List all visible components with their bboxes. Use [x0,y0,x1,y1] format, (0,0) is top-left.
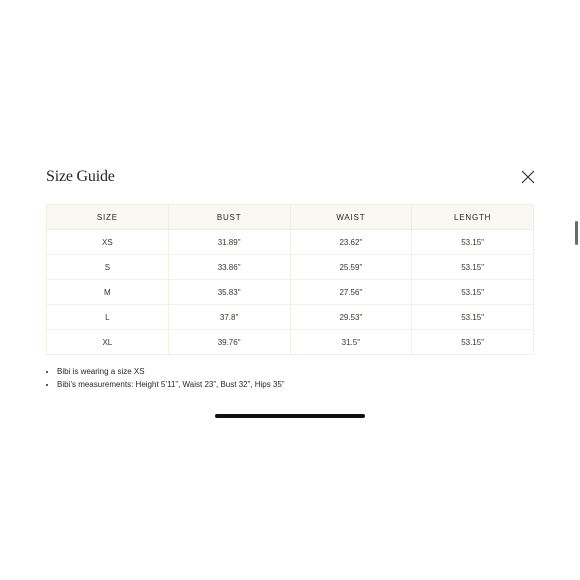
table-row [47,255,534,280]
table-cell: 29.53" [290,305,412,330]
table-cell: 31.89" [168,230,290,255]
close-button[interactable] [521,170,535,184]
table-cell: M [47,280,169,305]
table-cell: 31.5" [290,330,412,355]
note-model-size: • Bibi is wearing a size XS [57,366,285,379]
column-header-size: SIZE [47,205,169,230]
table-header-row [47,205,534,230]
table-row [47,230,534,255]
table-cell: 23.62" [290,230,412,255]
table-cell: 37.8" [168,305,290,330]
home-indicator[interactable] [215,414,365,418]
close-icon [521,170,535,184]
table-cell: 53.15" [412,280,534,305]
table-cell: 39.76" [168,330,290,355]
table-cell: S [47,255,169,280]
table-cell: 33.86" [168,255,290,280]
column-header-length: LENGTH [412,205,534,230]
table-cell: 53.15" [412,230,534,255]
table-cell: 53.15" [412,330,534,355]
table-row [47,280,534,305]
size-table [46,204,534,355]
column-header-waist: WAIST [290,205,412,230]
table-cell: 53.15" [412,255,534,280]
column-header-bust: BUST [168,205,290,230]
note-model-measurements: • Bibi’s measurements: Height 5’11”, Waist 23”, Bust 32”, Hips 35” [57,379,285,392]
table-cell: XL [47,330,169,355]
size-guide-title: Size Guide [46,168,115,185]
table-cell: 27.56" [290,280,412,305]
scrollbar[interactable] [575,221,578,245]
table-cell: 35.83" [168,280,290,305]
model-notes [46,366,285,391]
table-cell: 53.15" [412,305,534,330]
table-row [47,330,534,355]
table-cell: XS [47,230,169,255]
table-cell: 25.59" [290,255,412,280]
table-cell: L [47,305,169,330]
table-row [47,305,534,330]
